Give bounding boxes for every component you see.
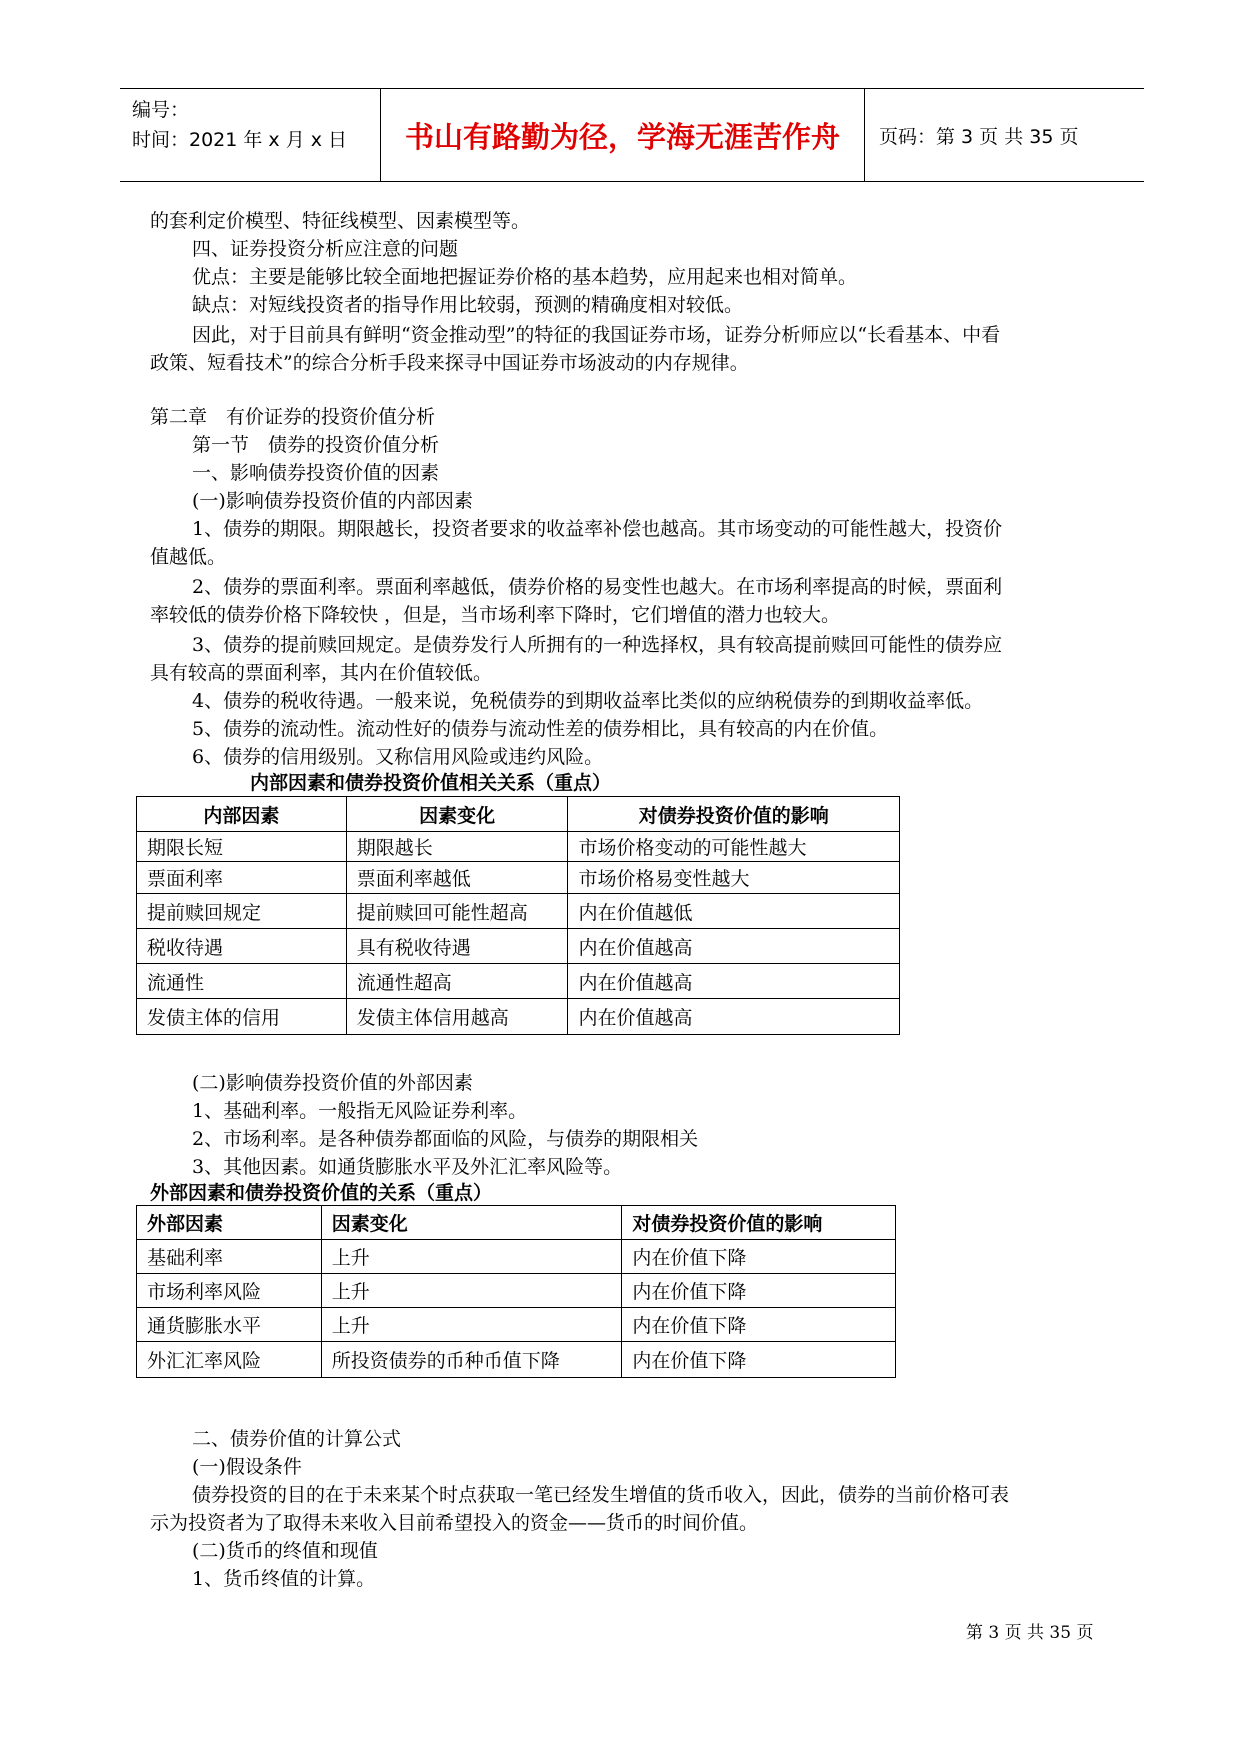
table-header-cell: 对债券投资价值的影响	[622, 1206, 896, 1240]
table-cell: 上升	[321, 1240, 622, 1274]
table-header-cell: 对债券投资价值的影响	[568, 797, 900, 832]
paragraph: 1、货币终值的计算。	[192, 1568, 376, 1590]
table-cell: 具有税收待遇	[346, 929, 568, 964]
table-caption: 内部因素和债券投资价值相关关系（重点）	[250, 772, 612, 794]
table-cell: 票面利率越低	[346, 862, 568, 894]
table-header-row	[137, 1206, 896, 1240]
paragraph: 缺点：对短线投资者的指导作用比较弱，预测的精确度相对较低。	[192, 294, 744, 316]
subsection-heading: (一)影响债券投资价值的内部因素	[192, 490, 473, 512]
table-caption: 外部因素和债券投资价值的关系（重点）	[150, 1182, 493, 1204]
table-cell: 外汇汇率风险	[137, 1342, 322, 1378]
paragraph: 2、债券的票面利率。票面利率越低，债券价格的易变性也越大。在市场利率提高的时候，票面利	[192, 576, 1003, 598]
paragraph: 因此，对于目前具有鲜明“资金推动型”的特征的我国证券市场，证券分析师应以“长看基本、中看	[192, 324, 1001, 346]
header-motto: 书山有路勤为径，学海无涯苦作舟	[380, 89, 865, 181]
table-cell: 内在价值越低	[568, 894, 900, 929]
table-cell: 流通性超高	[346, 964, 568, 999]
table-cell: 内在价值越高	[568, 964, 900, 999]
section-title: 第一节 债券的投资价值分析	[192, 434, 440, 456]
table-header-cell: 内部因素	[137, 797, 347, 832]
table-row	[137, 929, 900, 964]
table-row	[137, 894, 900, 929]
table-cell: 发债主体的信用	[137, 999, 347, 1035]
paragraph: 1、基础利率。一般指无风险证券利率。	[192, 1100, 528, 1122]
table-header-cell: 因素变化	[346, 797, 568, 832]
table-cell: 内在价值下降	[622, 1308, 896, 1342]
table-cell: 市场利率风险	[137, 1274, 322, 1308]
paragraph: 政策、短看技术”的综合分析手段来探寻中国证券市场波动的内存规律。	[150, 352, 749, 374]
paragraph: 值越低。	[150, 546, 227, 568]
paragraph: 1、债券的期限。期限越长，投资者要求的收益率补偿也越高。其市场变动的可能性越大，投资价	[192, 518, 1003, 540]
table-cell: 内在价值下降	[622, 1342, 896, 1378]
table-row	[137, 862, 900, 894]
table-cell: 期限越长	[346, 832, 568, 862]
table-cell: 内在价值下降	[622, 1274, 896, 1308]
paragraph: 的套利定价模型、特征线模型、因素模型等。	[150, 210, 531, 232]
subsection-heading: (一)假设条件	[192, 1456, 302, 1478]
table-cell: 发债主体信用越高	[346, 999, 568, 1035]
table-cell: 市场价格变动的可能性越大	[568, 832, 900, 862]
table-cell: 税收待遇	[137, 929, 347, 964]
table-header-cell: 外部因素	[137, 1206, 322, 1240]
table-cell: 上升	[321, 1274, 622, 1308]
number-label: 编号：	[132, 99, 190, 121]
paragraph: 6、债券的信用级别。又称信用风险或违约风险。	[192, 746, 604, 768]
table-cell: 票面利率	[137, 862, 347, 894]
table-row	[137, 1342, 896, 1378]
paragraph: 债券投资的目的在于未来某个时点获取一笔已经发生增值的货币收入，因此，债券的当前价格可表	[192, 1484, 1010, 1506]
date-line: 时间：2021 年 x 月 x 日	[132, 129, 348, 151]
internal-factors-table	[136, 796, 900, 1035]
paragraph: 3、债券的提前赎回规定。是债券发行人所拥有的一种选择权，具有较高提前赎回可能性的债券应	[192, 634, 1003, 656]
table-cell: 通货膨胀水平	[137, 1308, 322, 1342]
paragraph: 具有较高的票面利率，其内在价值较低。	[150, 662, 493, 684]
paragraph: 率较低的债券价格下降较快 ，但是，当市场利率下降时，它们增值的潜力也较大。	[150, 604, 841, 626]
table-header-cell: 因素变化	[321, 1206, 622, 1240]
table-cell: 内在价值下降	[622, 1240, 896, 1274]
table-cell: 内在价值越高	[568, 929, 900, 964]
table-header-row	[137, 797, 900, 832]
table-cell: 所投资债券的币种币值下降	[321, 1342, 622, 1378]
table-row	[137, 832, 900, 862]
table-row	[137, 964, 900, 999]
section-heading: 二、债券价值的计算公式	[192, 1428, 402, 1450]
table-row	[137, 1308, 896, 1342]
paragraph: 2、市场利率。是各种债券都面临的风险，与债券的期限相关	[192, 1128, 699, 1150]
page-header	[120, 88, 1144, 182]
paragraph: 5、债券的流动性。流动性好的债券与流动性差的债券相比，具有较高的内在价值。	[192, 718, 889, 740]
paragraph: 优点：主要是能够比较全面地把握证券价格的基本趋势，应用起来也相对简单。	[192, 266, 858, 288]
page-footer: 第 3 页 共 35 页	[966, 1623, 1094, 1643]
paragraph: 3、其他因素。如通货膨胀水平及外汇汇率风险等。	[192, 1156, 623, 1178]
table-cell: 流通性	[137, 964, 347, 999]
table-row	[137, 1240, 896, 1274]
chapter-title: 第二章 有价证券的投资价值分析	[150, 406, 436, 428]
table-cell: 提前赎回规定	[137, 894, 347, 929]
header-page-info: 页码：第 3 页 共 35 页	[879, 125, 1079, 148]
section-heading: 一、影响债券投资价值的因素	[192, 462, 440, 484]
table-cell: 上升	[321, 1308, 622, 1342]
table-cell: 内在价值越高	[568, 999, 900, 1035]
paragraph: 示为投资者为了取得未来收入目前希望投入的资金——货币的时间价值。	[150, 1512, 759, 1534]
table-cell: 提前赎回可能性超高	[346, 894, 568, 929]
section-heading: 四、证券投资分析应注意的问题	[192, 238, 459, 260]
subsection-heading: (二)影响债券投资价值的外部因素	[192, 1072, 473, 1094]
paragraph: 4、债券的税收待遇。一般来说，免税债券的到期收益率比类似的应纳税债券的到期收益率低。	[192, 690, 984, 712]
table-row	[137, 999, 900, 1035]
table-cell: 基础利率	[137, 1240, 322, 1274]
external-factors-table	[136, 1205, 896, 1378]
table-row	[137, 1274, 896, 1308]
table-cell: 市场价格易变性越大	[568, 862, 900, 894]
subsection-heading: (二)货币的终值和现值	[192, 1540, 378, 1562]
header-meta	[120, 89, 380, 181]
table-cell: 期限长短	[137, 832, 347, 862]
